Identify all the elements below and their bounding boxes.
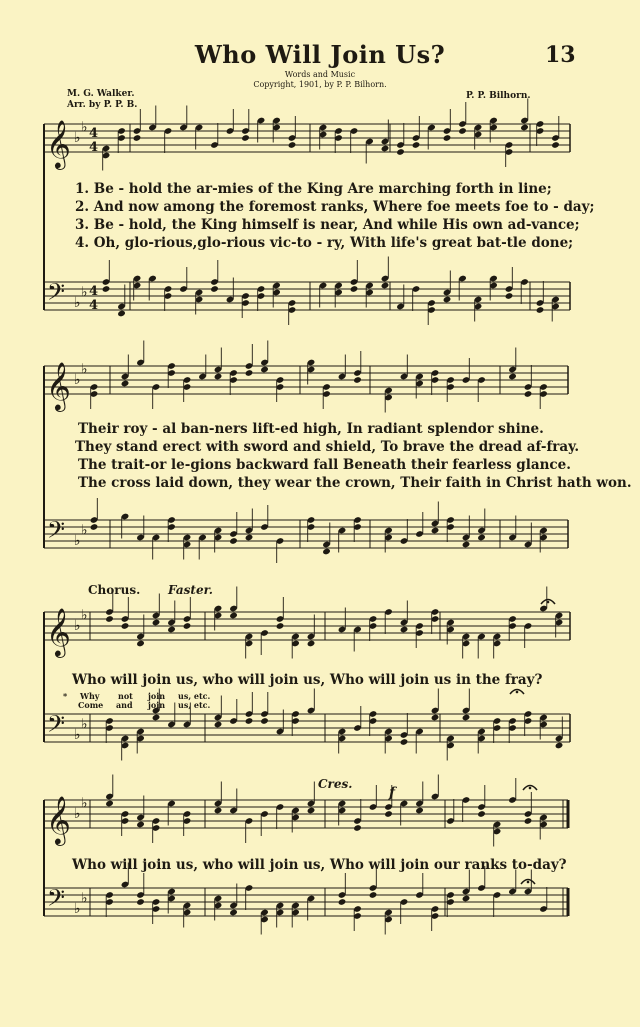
note-head [353, 824, 362, 832]
verse-4-line-1: 4. Oh, glo-rious,glo-rious vic-to - ry, With life's great bat-tle done; [75, 235, 574, 251]
flat-icon: ♭ [81, 119, 88, 136]
verse-3-line-1: 3. Be - hold, the King himself is near, And while His own ad-vance; [75, 217, 580, 233]
note-head [245, 534, 254, 542]
fermata-dot [527, 881, 530, 884]
note-head [105, 615, 114, 623]
note-head [477, 810, 486, 818]
flat-icon: ♭ [74, 533, 81, 549]
note-head [136, 640, 145, 648]
flat-icon: ♭ [74, 372, 81, 388]
note-head [458, 127, 467, 135]
note-head [307, 640, 316, 648]
note-head [167, 626, 176, 634]
note-head [229, 612, 238, 620]
note-head [90, 523, 99, 531]
verse-4-line-2: The cross laid down, they wear the crown, Their faith in Christ hath won. [78, 475, 632, 491]
author-credit: M. G. Walker. [67, 89, 135, 99]
flat-icon: ♭ [81, 716, 88, 733]
note-head [400, 738, 409, 746]
arranger-credit: Arr. by P. P. B. [67, 100, 138, 110]
note-head [152, 619, 161, 627]
note-head [524, 817, 533, 825]
note-head [117, 310, 126, 318]
note-head [288, 141, 297, 149]
note-head [102, 285, 111, 293]
note-head [396, 148, 405, 156]
note-head [152, 714, 161, 722]
time-signature-top: 4 [89, 284, 99, 299]
note-head [260, 366, 269, 374]
note-head [381, 282, 390, 290]
bass-clef-icon: 𝄢 [47, 278, 66, 311]
alt-word: join [148, 700, 166, 710]
flat-icon: ♭ [74, 806, 81, 822]
note-head [136, 821, 145, 829]
note-head [350, 285, 359, 293]
note-head [133, 134, 142, 142]
composer-credit: P. P. Bilhorn. [466, 91, 531, 101]
note-head [551, 141, 560, 149]
treble-clef-icon: 𝄞 [46, 795, 71, 844]
note-head [121, 380, 130, 388]
note-head [369, 891, 378, 899]
crescendo-marking: Cres. [318, 777, 353, 791]
note-head [555, 742, 564, 750]
note-head [462, 541, 471, 549]
footnote-marker: * [63, 691, 68, 701]
note-head [508, 373, 517, 381]
treble-clef-icon: 𝄞 [46, 607, 71, 656]
treble-clef-icon: 𝄞 [46, 119, 71, 168]
tempo-marking: Faster. [168, 583, 213, 597]
flat-icon: ♭ [74, 727, 81, 743]
flat-icon: ♭ [81, 607, 88, 624]
note-head [338, 898, 347, 906]
note-head [241, 134, 250, 142]
note-head [524, 390, 533, 398]
note-head [505, 292, 514, 300]
fermata-dot [516, 691, 519, 694]
note-head [136, 898, 145, 906]
flat-icon: ♭ [81, 795, 88, 812]
flat-icon: ♭ [74, 130, 81, 146]
flat-icon: ♭ [81, 522, 88, 539]
flat-icon: ♭ [81, 284, 88, 301]
note-head [462, 714, 471, 722]
note-head [210, 285, 219, 293]
note-head [412, 141, 421, 149]
note-head [520, 124, 529, 132]
treble-clef-icon: 𝄞 [46, 361, 71, 410]
bass-clef-icon: 𝄢 [47, 710, 66, 743]
note-head [260, 717, 269, 725]
forte-marking: f [389, 785, 396, 801]
chorus-line-2: Who will join us, who will join us, Who will join our ranks to-day? [72, 857, 567, 873]
fermata-dot [547, 601, 550, 604]
note-head [381, 145, 390, 153]
note-head [431, 714, 440, 722]
note-head [415, 807, 424, 815]
verse-3-line-2: The trait-or le-gions backward fall Beneath their fearless glance. [78, 457, 571, 473]
flat-icon: ♭ [81, 361, 88, 378]
copyright-line-1: Words and Music [284, 70, 356, 79]
chorus-label: Chorus. [88, 583, 141, 597]
bass-clef-icon: 𝄢 [47, 884, 66, 917]
note-head [443, 296, 452, 304]
note-head [245, 369, 254, 377]
flat-icon: ♭ [74, 295, 81, 311]
alt-word: not [118, 691, 133, 701]
note-head [443, 134, 452, 142]
hymn-title: Who Will Join Us? [194, 40, 446, 69]
note-head [276, 622, 285, 630]
note-head [477, 534, 486, 542]
note-head [462, 895, 471, 903]
note-head [121, 622, 130, 630]
note-head [384, 810, 393, 818]
note-head [353, 376, 362, 384]
note-head [307, 807, 316, 815]
note-head [322, 548, 331, 556]
note-head [229, 909, 238, 917]
note-head [214, 807, 223, 815]
note-head [183, 622, 192, 630]
verse-2-line-2: They stand erect with sword and shield, To brave the dread af-fray. [75, 439, 580, 455]
time-signature-bottom: 4 [89, 140, 99, 155]
note-head [214, 373, 223, 381]
note-head [536, 306, 545, 314]
note-head [229, 537, 238, 545]
note-head [400, 626, 409, 634]
copyright-line-2: Copyright, 1901, by P. P. Bilhorn. [253, 80, 387, 89]
note-head [245, 717, 254, 725]
note-head [105, 800, 114, 808]
alt-word: us, etc. [178, 700, 211, 710]
alt-word: us, etc. [178, 691, 211, 701]
alt-word: Come [78, 700, 104, 710]
note-head [431, 527, 440, 535]
alt-word: Why [80, 691, 100, 701]
time-signature-top: 4 [89, 126, 99, 141]
flat-icon: ♭ [74, 901, 81, 917]
verse-1-line-2: Their roy - al ban-ners lift-ed high, In radiant splendor shine. [78, 421, 544, 437]
page-number: 13 [545, 42, 576, 68]
flat-icon: ♭ [81, 890, 88, 907]
fermata-dot [529, 787, 532, 790]
verse-2-line-1: 2. And now among the foremost ranks, Where foe meets foe to - day; [75, 199, 595, 215]
bass-clef-icon: 𝄢 [47, 516, 66, 549]
note-head [214, 721, 223, 729]
verse-1-line-1: 1. Be - hold the ar-mies of the King Are marching forth in line; [75, 181, 552, 197]
alt-word: join [148, 691, 166, 701]
flat-icon: ♭ [74, 618, 81, 634]
time-signature-bottom: 4 [89, 298, 99, 313]
chorus-line-1: Who will join us, who will join us, Who will join us in the fray? [72, 672, 543, 688]
alt-word: and [116, 700, 133, 710]
